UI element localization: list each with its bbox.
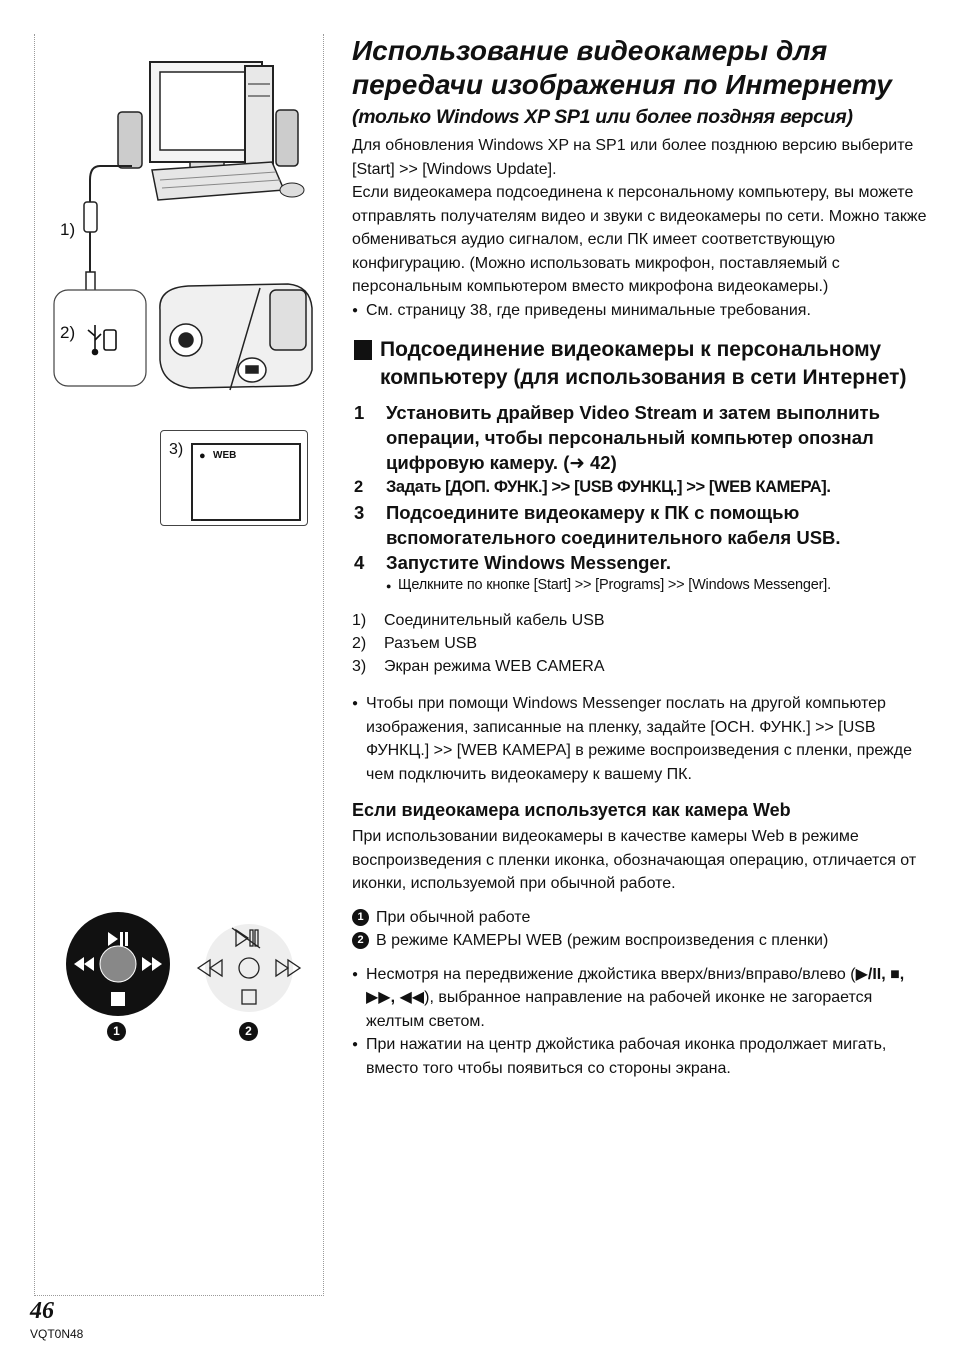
step-4-note: ● Щелкните по кнопке [Start] >> [Programs] >> [Windows Messenger]. <box>386 575 927 595</box>
lcd-screen <box>191 443 301 521</box>
step-text: Установить драйвер Video Stream и затем выполнить операции, чтобы персональный компьютер опознал цифровую камеру. (➜ 42) <box>386 402 880 473</box>
figure-legend <box>352 609 927 678</box>
title-line-2: передачи изображения по Интернету <box>352 69 892 100</box>
mode-number: 1 <box>352 909 369 926</box>
step-text: Запустите Windows Messenger. <box>386 552 672 573</box>
section-heading <box>352 336 927 392</box>
steps-list <box>352 400 927 575</box>
speaker-right <box>276 110 298 166</box>
step-item <box>352 550 927 575</box>
callout-screen-label: 3) <box>169 441 184 458</box>
step-item <box>352 500 927 550</box>
legend-item <box>352 655 927 678</box>
joystick-note-text: Несмотря на передвижение джойстика вверх/вниз/вправо/влево ( <box>366 965 856 983</box>
step-number: 4 <box>354 552 365 573</box>
icon-2-badge: 2 <box>239 1022 258 1041</box>
step-text: Задать [ДОП. ФУНК.] >> [USB ФУНКЦ.] >> [WEB КАМЕРА]. <box>386 478 831 496</box>
legend-number: 2) <box>352 635 367 652</box>
step-text: Подсоедините видеокамеру к ПК с помощью вспомогательного соединительного кабеля USB. <box>386 502 841 548</box>
legend-item <box>352 632 927 655</box>
web-camera-screen-illustration <box>160 430 308 526</box>
main-text-column <box>352 34 927 1080</box>
joystick-direction-icons: ▶/II, ■, ▶▶, ◀◀ <box>366 965 905 1006</box>
step-item <box>352 475 927 500</box>
mode-text: В режиме КАМЕРЫ WEB (режим воспроизведения с пленки) <box>376 932 829 949</box>
messenger-note: ● Чтобы при помощи Windows Messenger послать на другой компьютер изображения, записанные на пленку, задайте [ОСН. ФУНК.] >> [USB ФУНКЦ.] >> [WEB КАМЕРА] в режиме воспроизведения с пленки, прежде чем подключить видеокамеру к вашему ПК. <box>352 692 927 786</box>
step-number: 2 <box>354 478 363 496</box>
icon-1-badge: 1 <box>107 1022 126 1041</box>
pc-tower <box>245 66 273 176</box>
legend-number: 1) <box>352 612 367 629</box>
mode-number: 2 <box>352 932 369 949</box>
step-item <box>352 400 927 475</box>
callout-cable-label: 1) <box>60 220 76 239</box>
web-mode-label: WEB <box>213 450 237 461</box>
callout-usb-label: 2) <box>60 323 76 342</box>
legend-item <box>352 609 927 632</box>
web-camera-paragraph: При использовании видеокамеры в качестве камеры Web в режиме воспроизведения с пленки иконка, обозначающая операцию, отличается от иконки, используемой при обычной работе. <box>352 828 917 892</box>
step-number: 3 <box>354 502 365 523</box>
legend-text: Экран режима WEB CAMERA <box>384 658 605 675</box>
web-camera-heading: Если видеокамера используется как камера Web <box>352 800 791 820</box>
legend-text: Разъем USB <box>384 635 478 652</box>
mode-list <box>352 906 927 953</box>
intro-paragraph-2: Если видеокамера подсоединена к персональному компьютеру, вы можете отправлять получателям видео и звуки с видеокамеры по сети. Можно также обмениваться аудио сигналом, если ПК имеет соответствующую конфигурацию. (Можно использовать микрофон, поставляемый с персональным компьютером вместо микрофона видеокамеры.) <box>352 184 927 295</box>
title-line-1: Использование видеокамеры для <box>352 35 828 66</box>
pc-connection-illustration <box>40 40 320 400</box>
intro-paragraph-1: Для обновления Windows XP на SP1 или более позднюю версию выберите [Start] >> [Windows Update]. <box>352 137 914 178</box>
mode-text: При обычной работе <box>376 908 531 926</box>
speaker-left <box>118 112 142 168</box>
mode-item <box>352 929 927 953</box>
legend-text: Соединительный кабель USB <box>384 612 605 629</box>
tape-icon: ● <box>199 450 206 462</box>
center-press-note: ● При нажатии на центр джойстика рабочая иконка продолжает мигать, вместо того чтобы появиться со стороны экрана. <box>352 1033 927 1080</box>
page-subtitle: (только Windows XP SP1 или более поздняя версия) <box>352 106 853 128</box>
document-code: VQT0N48 <box>30 1327 84 1341</box>
page-title <box>352 34 927 102</box>
step-number: 1 <box>354 402 365 423</box>
intro-bullet: ● См. страницу 38, где приведены минимальные требования. <box>352 299 927 323</box>
joystick-web-mode-icon <box>192 920 308 1016</box>
joystick-note <box>352 963 927 1034</box>
mode-item <box>352 906 927 930</box>
joystick-note-text-end: ), выбранное направление на рабочей иконке не загорается желтым светом. <box>366 989 873 1030</box>
page-number: 46 <box>30 1298 54 1324</box>
section-heading-text: Подсоединение видеокамеры к персональному компьютеру (для использования в сети Интернет) <box>380 338 907 389</box>
section-square-icon <box>354 340 372 360</box>
legend-number: 3) <box>352 658 367 675</box>
mouse <box>280 183 304 197</box>
joystick-normal-icon <box>60 910 180 1020</box>
